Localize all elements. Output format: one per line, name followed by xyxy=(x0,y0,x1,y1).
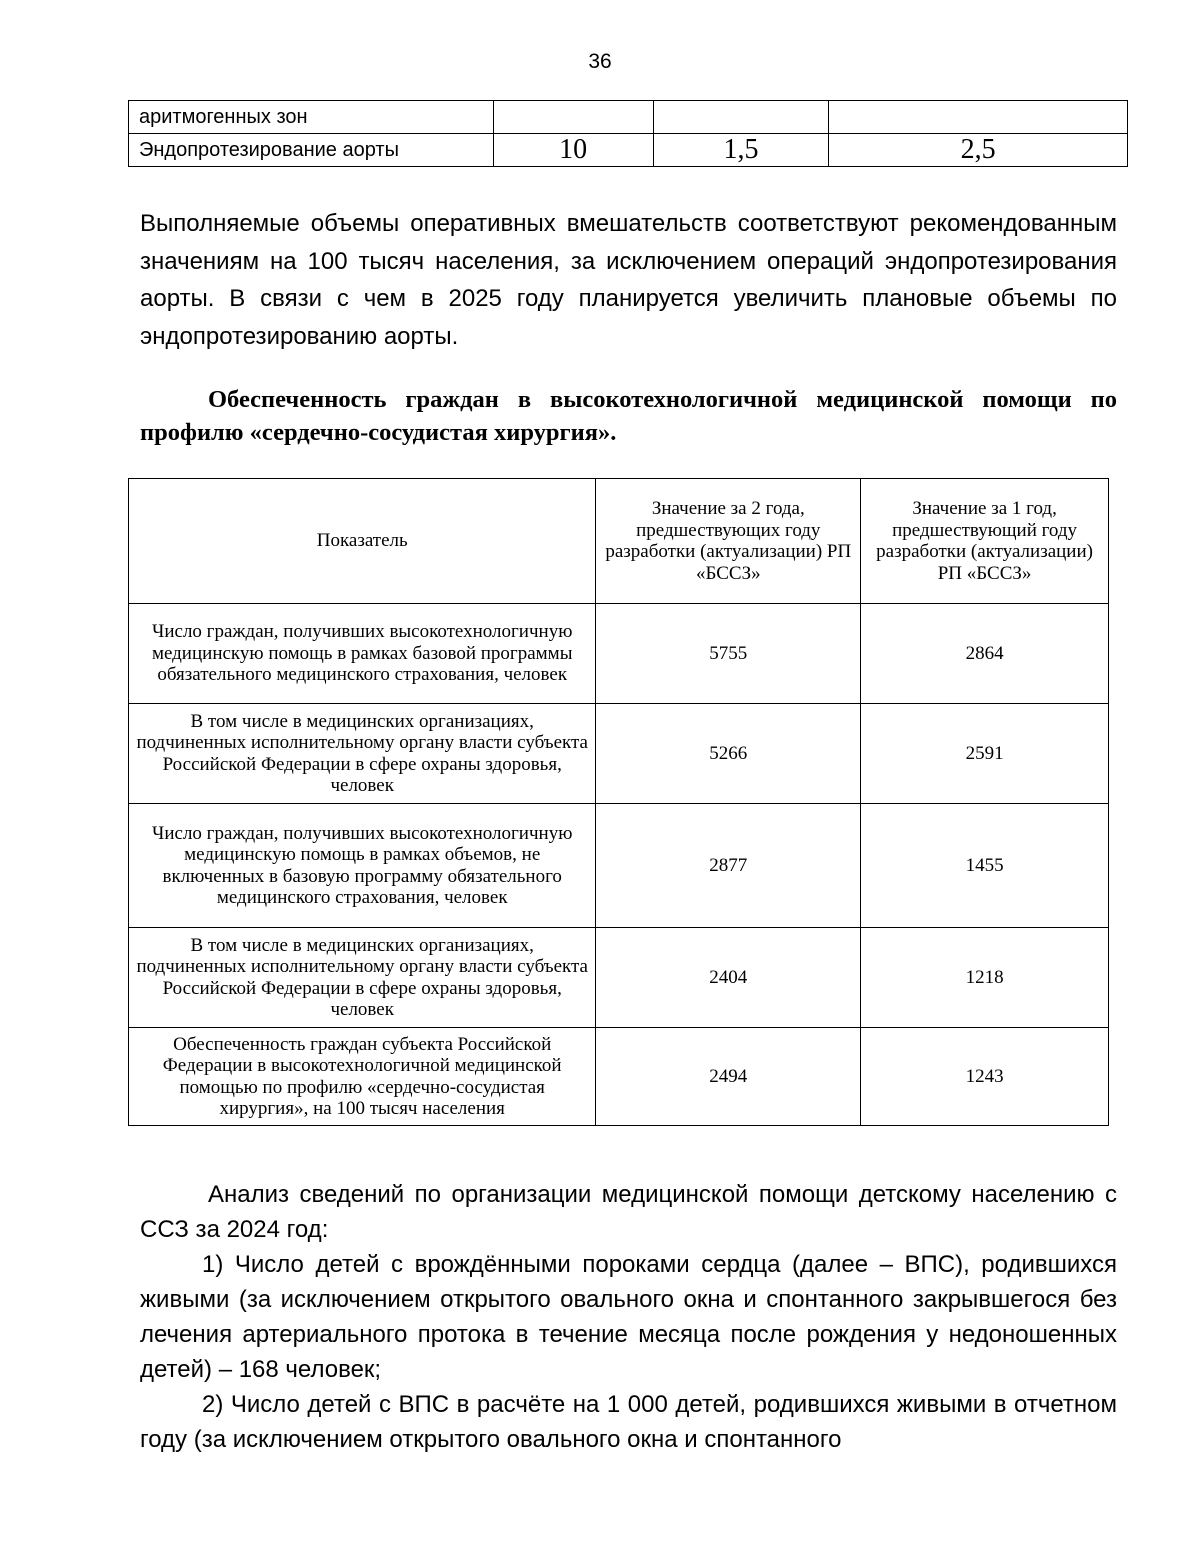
value-1-year: 1455 xyxy=(861,804,1109,928)
indicator-label: Число граждан, получивших высокотехнологичную медицинскую помощь в рамках базовой программы обязательного медицинского страхования, человек xyxy=(129,604,596,704)
column-header: Показатель xyxy=(129,479,596,604)
table-cell: 2,5 xyxy=(829,134,1128,167)
indicator-label: В том числе в медицинских организациях, подчиненных исполнительному органу власти субъекта Российской Федерации в сфере охраны здоровья, человек xyxy=(129,928,596,1028)
table-row xyxy=(129,134,1128,167)
indicator-label: Число граждан, получивших высокотехнологичную медицинскую помощь в рамках объемов, не включенных в базовую программу обязательного медицинского страхования, человек xyxy=(129,804,596,928)
table-row xyxy=(129,928,1109,1028)
volumes-paragraph: Выполняемые объемы оперативных вмешательств соответствуют рекомендованным значениям на 100 тысяч населения, за исключением операций эндопротезирования аорты. В связи с чем в 2025 году планируется увеличить плановые объемы по эндопротезированию аорты. xyxy=(140,210,1117,350)
value-2-years: 2494 xyxy=(596,1028,861,1126)
analysis-intro: Анализ сведений по организации медицинской помощи детскому населению с ССЗ за 2024 год: xyxy=(140,1181,1117,1243)
table-row xyxy=(129,604,1109,704)
column-header: Значение за 2 года, предшествующих году разработки (актуализации) РП «БССЗ» xyxy=(596,479,861,604)
value-1-year: 2591 xyxy=(861,704,1109,804)
table-header-row xyxy=(129,479,1109,604)
value-1-year: 1243 xyxy=(861,1028,1109,1126)
table-row xyxy=(129,804,1109,928)
indicator-label: В том числе в медицинских организациях, подчиненных исполнительному органу власти субъекта Российской Федерации в сфере охраны здоровья, человек xyxy=(129,704,596,804)
column-header: Значение за 1 год, предшествующий году разработки (актуализации) РП «БССЗ» xyxy=(861,479,1109,604)
analysis-section xyxy=(140,1177,1117,1457)
table-cell xyxy=(829,101,1128,134)
analysis-item: 2) Число детей с ВПС в расчёте на 1 000 детей, родившихся живыми в отчетном году (за исключением открытого овального окна и спонтанного xyxy=(140,1391,1117,1453)
table-row xyxy=(129,704,1109,804)
value-2-years: 5755 xyxy=(596,604,861,704)
htmc-table xyxy=(128,478,1109,1126)
table-cell xyxy=(653,101,829,134)
interventions-table xyxy=(128,100,1128,167)
indicator-label: Обеспеченность граждан субъекта Российской Федерации в высокотехнологичной медицинской помощью по профилю «сердечно-сосудистая хирургия», на 100 тысяч населения xyxy=(129,1028,596,1126)
section-heading: Обеспеченность граждан в высокотехнологичной медицинской помощи по профилю «сердечно-сосудистая хирургия». xyxy=(140,386,1117,446)
value-2-years: 5266 xyxy=(596,704,861,804)
table-cell: 1,5 xyxy=(653,134,829,167)
table-row xyxy=(129,1028,1109,1126)
table-cell xyxy=(493,101,653,134)
value-2-years: 2404 xyxy=(596,928,861,1028)
page-number: 36 xyxy=(588,50,612,73)
analysis-item: 1) Число детей с врождёнными пороками сердца (далее – ВПС), родившихся живыми (за исключением открытого овального окна и спонтанного закрывшегося без лечения артериального протока в течение месяца после рождения у недоношенных детей) – 168 человек; xyxy=(140,1251,1117,1383)
table-cell: аритмогенных зон xyxy=(129,101,494,134)
value-1-year: 2864 xyxy=(861,604,1109,704)
table-cell: 10 xyxy=(493,134,653,167)
value-2-years: 2877 xyxy=(596,804,861,928)
table-cell: Эндопротезирование аорты xyxy=(129,134,494,167)
value-1-year: 1218 xyxy=(861,928,1109,1028)
table-row xyxy=(129,101,1128,134)
